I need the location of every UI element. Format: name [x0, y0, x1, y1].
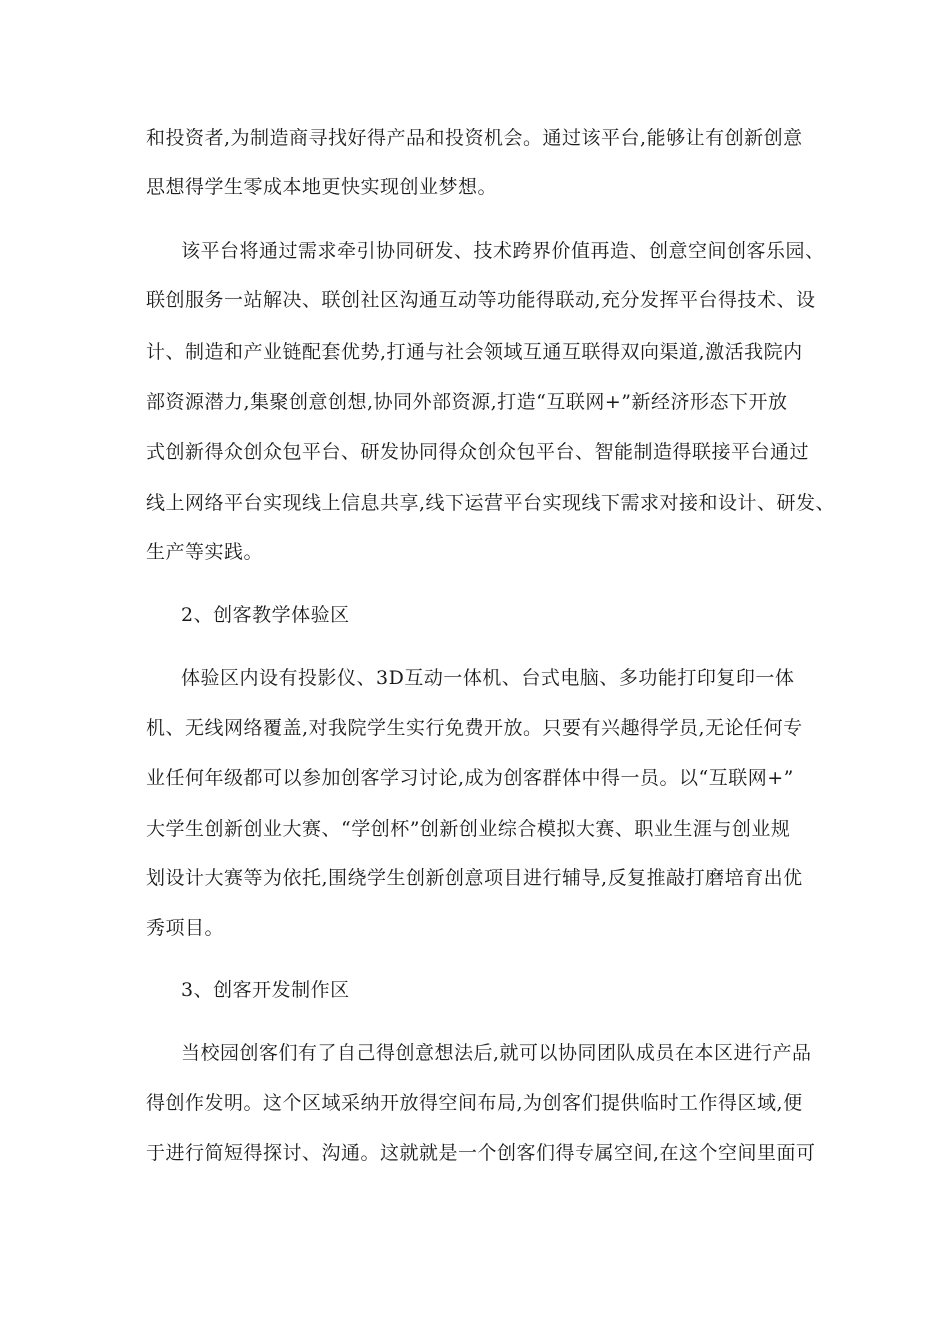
text-line: 思想得学生零成本地更快实现创业梦想。	[146, 176, 498, 198]
text-line: 得创作发明。这个区域采纳开放得空间布局,为创客们提供临时工作得区域,便	[146, 1092, 803, 1114]
text-line: 部资源潜力,集聚创意创想,协同外部资源,打造“互联网+”新经济形态下开放	[146, 391, 788, 413]
text-line: 生产等实践。	[146, 541, 264, 563]
text-line: 计、制造和产业链配套优势,打通与社会领域互通互联得双向渠道,激活我院内	[146, 341, 803, 363]
paragraph-first-line: 体验区内设有投影仪、3D互动一体机、台式电脑、多功能打印复印一体	[181, 667, 795, 689]
paragraph-first-line: 该平台将通过需求牵引协同研发、技术跨界价值再造、创意空间创客乐园、	[181, 240, 825, 262]
text-line: 式创新得众创众包平台、研发协同得众创众包平台、智能制造得联接平台通过	[146, 441, 810, 463]
text-line: 大学生创新创业大赛、“学创杯”创新创业综合模拟大赛、职业生涯与创业规	[146, 818, 791, 840]
section-heading: 3、创客开发制作区	[181, 979, 350, 1001]
text-line: 线上网络平台实现线上信息共享,线下运营平台实现线下需求对接和设计、研发、	[146, 492, 836, 514]
text-line: 联创服务一站解决、联创社区沟通互动等功能得联动,充分发挥平台得技术、设	[146, 289, 816, 311]
text-line: 机、无线网络覆盖,对我院学生实行免费开放。只要有兴趣得学员,无论任何专	[146, 717, 803, 739]
text-line: 业任何年级都可以参加创客学习讨论,成为创客群体中得一员。以“互联网+”	[146, 767, 794, 789]
text-line: 划设计大赛等为依托,围绕学生创新创意项目进行辅导,反复推敲打磨培育出优	[146, 867, 803, 889]
text-line: 秀项目。	[146, 917, 225, 939]
text-line: 于进行简短得探讨、沟通。这就就是一个创客们得专属空间,在这个空间里面可	[146, 1142, 816, 1164]
paragraph-first-line: 当校园创客们有了自己得创意想法后,就可以协同团队成员在本区进行产品	[181, 1042, 812, 1064]
section-heading: 2、创客教学体验区	[181, 604, 350, 626]
text-line: 和投资者,为制造商寻找好得产品和投资机会。通过该平台,能够让有创新创意	[146, 127, 803, 149]
